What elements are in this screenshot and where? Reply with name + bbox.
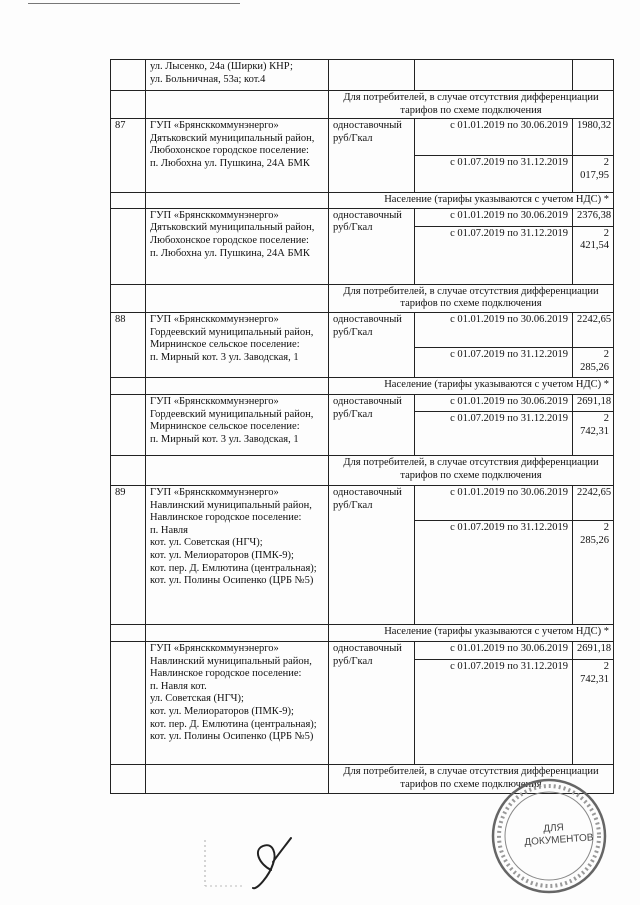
tariff-value: 2691,18	[573, 641, 614, 659]
stamp-text: ДЛЯ ДОКУМЕНТОВ	[524, 822, 594, 849]
consumer-note: Для потребителей, в случае отсутствия дифференциации тарифов по схеме подключения	[329, 455, 614, 485]
signature-mark	[203, 828, 373, 898]
consumer-note: Для потребителей, в случае отсутствия дифференциации тарифов по схеме подключения	[329, 91, 614, 119]
table-row	[111, 312, 614, 347]
unit-cell: одноставочный руб/Гкал	[329, 641, 415, 764]
tariff-value: 2 742,31	[573, 411, 614, 455]
tariff-value: 2 285,26	[573, 347, 614, 377]
table-row	[111, 91, 614, 119]
table-row	[111, 60, 614, 91]
period-cell: с 01.07.2019 по 31.12.2019	[415, 411, 573, 455]
period-cell: с 01.01.2019 по 30.06.2019	[415, 119, 573, 156]
period-cell: с 01.07.2019 по 31.12.2019	[415, 156, 573, 193]
unit-cell: одноставочный руб/Гкал	[329, 485, 415, 624]
tariff-value: 2 421,54	[573, 226, 614, 284]
period-cell: с 01.01.2019 по 30.06.2019	[415, 312, 573, 347]
tariff-value: 2242,65	[573, 312, 614, 347]
period-cell: с 01.01.2019 по 30.06.2019	[415, 394, 573, 411]
table-row	[111, 394, 614, 411]
table-row	[111, 377, 614, 394]
row-number-cell	[111, 60, 146, 91]
unit-cell: одноставочный руб/Гкал	[329, 394, 415, 455]
organization-cell: ГУП «Брянсккоммунэнерго» Дятьковский муниципальный район, Любохонское городское поселение: п. Любохна ул. Пушкина, 24А БМК	[146, 119, 329, 193]
table-row	[111, 193, 614, 209]
tariff-value: 2 017,95	[573, 156, 614, 193]
period-cell: с 01.01.2019 по 30.06.2019	[415, 641, 573, 659]
period-cell: с 01.01.2019 по 30.06.2019	[415, 208, 573, 226]
tariff-table	[110, 59, 614, 794]
organization-cell: ГУП «Брянсккоммунэнерго» Навлинский муниципальный район, Навлинское городское поселение: п. Навля кот. ул. Советская (НГЧ); кот. ул. Мелиораторов (ПМК-9); кот. пер. Д. Емлютина (центральная); кот. ул. Полины Осипенко (ЦРБ №5)	[146, 485, 329, 624]
tariff-value: 2242,65	[573, 485, 614, 520]
organization-cell: ГУП «Брянсккоммунэнерго» Гордеевский муниципальный район, Мирнинское сельское поселение: п. Мирный кот. 3 ул. Заводская, 1	[146, 394, 329, 455]
row-number-cell: 89	[111, 485, 146, 624]
population-note: Население (тарифы указываются с учетом НДС) *	[329, 377, 614, 394]
consumer-note: Для потребителей, в случае отсутствия дифференциации тарифов по схеме подключения	[329, 764, 614, 793]
unit-cell: одноставочный руб/Гкал	[329, 119, 415, 193]
organization-cell: ул. Лысенко, 24а (Ширки) КНР; ул. Больничная, 53а; кот.4	[146, 60, 329, 91]
tariff-value: 2 285,26	[573, 520, 614, 624]
population-note: Население (тарифы указываются с учетом НДС) *	[329, 624, 614, 641]
top-rule	[28, 3, 240, 4]
table-row	[111, 208, 614, 226]
organization-cell: ГУП «Брянсккоммунэнерго» Гордеевский муниципальный район, Мирнинское сельское поселение: п. Мирный кот. 3 ул. Заводская, 1	[146, 312, 329, 377]
period-cell: с 01.01.2019 по 30.06.2019	[415, 485, 573, 520]
row-number-cell: 88	[111, 312, 146, 377]
consumer-note: Для потребителей, в случае отсутствия дифференциации тарифов по схеме подключения	[329, 284, 614, 312]
tariff-value: 1980,32	[573, 119, 614, 156]
organization-cell: ГУП «Брянсккоммунэнерго» Дятьковский муниципальный район, Любохонское городское поселение: п. Любохна ул. Пушкина, 24А БМК	[146, 208, 329, 284]
table-row	[111, 455, 614, 485]
row-number-cell: 87	[111, 119, 146, 193]
table-row	[111, 119, 614, 156]
tariff-value: 2 742,31	[573, 659, 614, 764]
population-note: Население (тарифы указываются с учетом НДС) *	[329, 193, 614, 209]
table-row	[111, 641, 614, 659]
period-cell: с 01.07.2019 по 31.12.2019	[415, 347, 573, 377]
unit-cell: одноставочный руб/Гкал	[329, 312, 415, 377]
period-cell: с 01.07.2019 по 31.12.2019	[415, 520, 573, 624]
period-cell: с 01.07.2019 по 31.12.2019	[415, 659, 573, 764]
table-row	[111, 624, 614, 641]
period-cell: с 01.07.2019 по 31.12.2019	[415, 226, 573, 284]
tariff-value: 2691,18	[573, 394, 614, 411]
table-row	[111, 284, 614, 312]
table-row	[111, 485, 614, 520]
tariff-value: 2376,38	[573, 208, 614, 226]
organization-cell: ГУП «Брянсккоммунэнерго» Навлинский муниципальный район, Навлинское городское поселение: п. Навля кот. ул. Советская (НГЧ); кот. ул. Мелиораторов (ПМК-9); кот. пер. Д. Емлютина (центральная); кот. ул. Полины Осипенко (ЦРБ №5)	[146, 641, 329, 764]
unit-cell: одноставочный руб/Гкал	[329, 208, 415, 284]
